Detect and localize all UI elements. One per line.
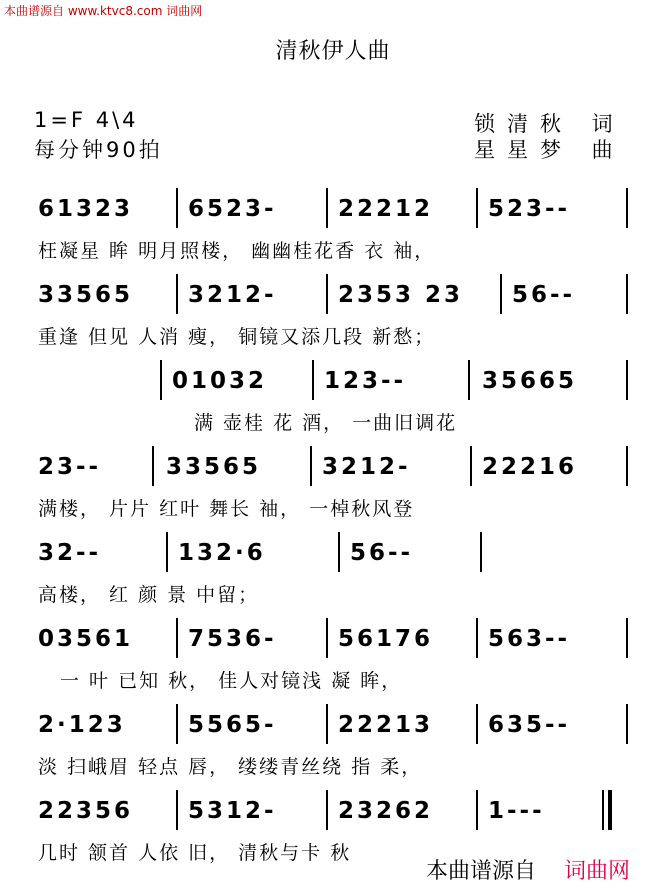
measure-notes: 23-- bbox=[38, 454, 102, 480]
lyric-line: 几时 颔首 人依 旧， 清秋与卡 秋 bbox=[38, 842, 352, 864]
watermark-site-name: 词曲网 bbox=[564, 859, 631, 884]
barline bbox=[326, 274, 328, 314]
barline bbox=[602, 790, 604, 830]
score-system-6 bbox=[0, 626, 666, 706]
barline bbox=[326, 618, 328, 658]
tempo-marking: 每分钟90拍 bbox=[34, 138, 163, 162]
barline bbox=[626, 360, 628, 400]
score-system-1 bbox=[0, 196, 666, 276]
barline bbox=[476, 790, 478, 830]
barline bbox=[626, 446, 628, 486]
measure-notes: 33565 bbox=[166, 454, 262, 480]
barline bbox=[326, 704, 328, 744]
barline bbox=[160, 360, 162, 400]
barline bbox=[476, 618, 478, 658]
key-signature: 1=F 4\4 bbox=[34, 108, 139, 132]
lyric-line: 重逢 但见 人消 瘦， 铜镜又添几段 新愁； bbox=[38, 326, 436, 348]
measure-notes: 56-- bbox=[350, 540, 414, 566]
measure-notes: 22213 bbox=[338, 712, 434, 738]
score-system-4 bbox=[0, 454, 666, 534]
barline bbox=[626, 188, 628, 228]
measure-notes: 03561 bbox=[38, 626, 134, 652]
barline bbox=[338, 532, 340, 572]
measure-notes: 01032 bbox=[172, 368, 268, 394]
barline bbox=[470, 446, 472, 486]
barline bbox=[468, 360, 470, 400]
measure-notes: 3212- bbox=[322, 454, 411, 480]
measure-notes: 132·6 bbox=[178, 540, 266, 566]
site-watermark-top: 本曲谱源自 www.ktvc8.com 词曲网 bbox=[4, 4, 203, 18]
measure-notes: 2353 23 bbox=[338, 282, 464, 308]
barline bbox=[476, 188, 478, 228]
score-system-2 bbox=[0, 282, 666, 362]
measure-notes: 523-- bbox=[488, 196, 571, 222]
lyric-line: 满楼， 片片 红叶 舞长 袖， 一棹秋风登 bbox=[38, 498, 415, 520]
lyric-line: 高楼， 红 颜 景 中留； bbox=[38, 584, 260, 606]
measure-notes: 2·123 bbox=[38, 712, 126, 738]
measure-notes: 22212 bbox=[338, 196, 434, 222]
measure-notes: 635-- bbox=[488, 712, 571, 738]
barline bbox=[326, 188, 328, 228]
lyric-line: 枉凝星 眸 明月照楼， 幽幽桂花香 衣 袖， bbox=[38, 240, 436, 262]
lyric-line: 一 叶 已知 秋， 佳人对镜浅 凝 眸， bbox=[60, 670, 403, 692]
barline bbox=[176, 274, 178, 314]
measure-notes: 563-- bbox=[488, 626, 571, 652]
watermark-source-text: 本曲谱源自 bbox=[426, 859, 537, 884]
barline bbox=[500, 274, 502, 314]
lyricist-credit: 锁清秋 词 bbox=[474, 112, 625, 136]
score-system-3 bbox=[0, 368, 666, 448]
barline bbox=[310, 446, 312, 486]
site-watermark-bottom bbox=[422, 848, 666, 888]
barline bbox=[626, 618, 628, 658]
measure-notes: 33565 bbox=[38, 282, 134, 308]
measure-notes: 5312- bbox=[188, 798, 277, 824]
score-system-7 bbox=[0, 712, 666, 792]
barline bbox=[176, 618, 178, 658]
measure-notes: 22216 bbox=[482, 454, 578, 480]
lyric-line: 满 壶桂 花 酒， 一曲旧调花 bbox=[194, 412, 458, 434]
lyric-line: 淡 扫峨眉 轻点 唇， 缕缕青丝绕 指 柔， bbox=[38, 756, 423, 778]
barline bbox=[312, 360, 314, 400]
measure-notes: 1--- bbox=[488, 798, 545, 824]
barline bbox=[166, 532, 168, 572]
barline bbox=[326, 790, 328, 830]
measure-notes: 6523- bbox=[188, 196, 277, 222]
score-system-5 bbox=[0, 540, 666, 620]
barline bbox=[176, 704, 178, 744]
measure-notes: 35665 bbox=[482, 368, 578, 394]
barline bbox=[176, 188, 178, 228]
barline bbox=[176, 790, 178, 830]
measure-notes: 56176 bbox=[338, 626, 434, 652]
song-title: 清秋伊人曲 bbox=[275, 39, 391, 64]
measure-notes: 23262 bbox=[338, 798, 434, 824]
barline bbox=[476, 704, 478, 744]
barline bbox=[626, 274, 628, 314]
measure-notes: 3212- bbox=[188, 282, 277, 308]
measure-notes: 7536- bbox=[188, 626, 277, 652]
final-barline bbox=[608, 790, 612, 830]
barline bbox=[480, 532, 482, 572]
barline bbox=[626, 704, 628, 744]
measure-notes: 123-- bbox=[324, 368, 407, 394]
measure-notes: 32-- bbox=[38, 540, 102, 566]
measure-notes: 5565- bbox=[188, 712, 277, 738]
measure-notes: 56-- bbox=[512, 282, 576, 308]
measure-notes: 22356 bbox=[38, 798, 134, 824]
composer-credit: 星星梦 曲 bbox=[474, 138, 625, 162]
barline bbox=[152, 446, 154, 486]
measure-notes: 61323 bbox=[38, 196, 134, 222]
